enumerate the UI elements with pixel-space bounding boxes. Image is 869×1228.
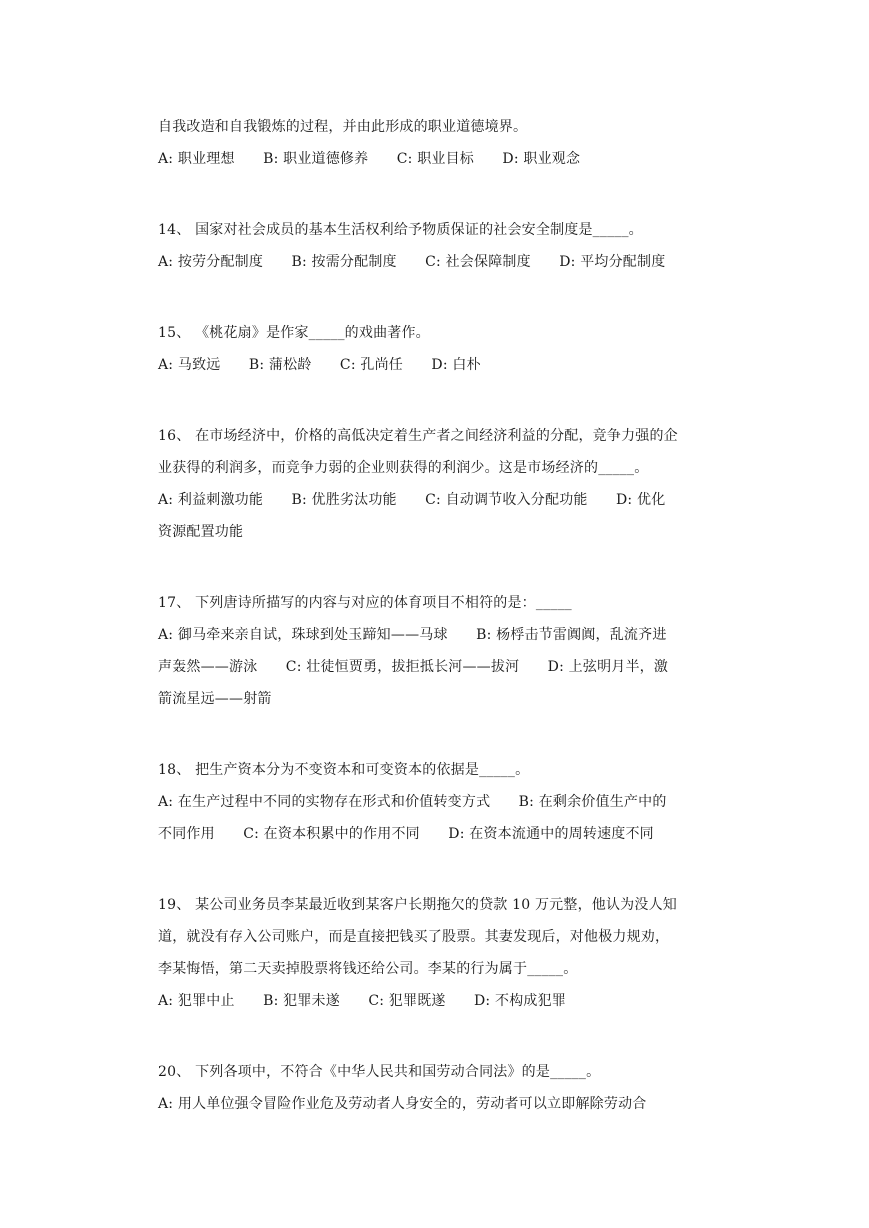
question-19-stem-continued: 道，就没有存入公司账户，而是直接把钱买了股票。其妻发现后，对他极力规劝， <box>158 929 670 945</box>
question-16-options: A: 利益刺激功能 B: 优胜劣汰功能 C: 自动调节收入分配功能 D: 优化 <box>158 492 666 508</box>
question-15-options: A: 马致远 B: 蒲松龄 C: 孔尚任 D: 白朴 <box>158 357 481 373</box>
question-14-options: A: 按劳分配制度 B: 按需分配制度 C: 社会保障制度 D: 平均分配制度 <box>158 254 666 270</box>
question-17-options-continued: 声轰然——游泳 C: 壮徒恒贾勇，拔拒抵长河——拔河 D: 上弦明月半，激 <box>158 659 669 675</box>
question-17-stem: 17、 下列唐诗所描写的内容与对应的体育项目不相符的是：_____ <box>158 595 572 611</box>
question-18-options-continued: 不同作用 C: 在资本积累中的作用不同 D: 在资本流通中的周转速度不同 <box>158 826 654 842</box>
question-19-options: A: 犯罪中止 B: 犯罪未遂 C: 犯罪既遂 D: 不构成犯罪 <box>158 993 567 1009</box>
question-16-options-continued: 资源配置功能 <box>158 524 244 540</box>
question-13-options: A: 职业理想 B: 职业道德修养 C: 职业目标 D: 职业观念 <box>158 151 581 167</box>
question-20-stem: 20、 下列各项中，不符合《中华人民共和国劳动合同法》的是_____。 <box>158 1064 601 1080</box>
question-16-stem-continued: 业获得的利润多，而竞争力弱的企业则获得的利润少。这是市场经济的_____。 <box>158 460 649 476</box>
question-18-options: A: 在生产过程中不同的实物存在形式和价值转变方式 B: 在剩余价值生产中的 <box>158 794 667 810</box>
question-16-stem: 16、 在市场经济中，价格的高低决定着生产者之间经济利益的分配，竞争力强的企 <box>158 428 678 444</box>
question-17-options-end: 箭流星远——射箭 <box>158 691 272 707</box>
question-13-stem-continued: 自我改造和自我锻炼的过程，并由此形成的职业道德境界。 <box>158 119 528 135</box>
question-15-stem: 15、 《桃花扇》是作家_____的戏曲著作。 <box>158 325 430 341</box>
question-18-stem: 18、 把生产资本分为不变资本和可变资本的依据是_____。 <box>158 762 530 778</box>
question-19-stem-end: 李某悔悟，第二天卖掉股票将钱还给公司。李某的行为属于_____。 <box>158 961 578 977</box>
question-17-options: A: 御马牵来亲自试，珠球到处玉蹄知——马球 B: 杨桴击节雷阗阗，乱流齐进 <box>158 627 667 643</box>
question-14-stem: 14、 国家对社会成员的基本生活权利给予物质保证的社会安全制度是_____。 <box>158 222 643 238</box>
question-19-stem: 19、 某公司业务员李某最近收到某客户长期拖欠的贷款 10 万元整，他认为没人知 <box>158 897 677 913</box>
question-20-options: A: 用人单位强令冒险作业危及劳动者人身安全的，劳动者可以立即解除劳动合 <box>158 1096 647 1112</box>
